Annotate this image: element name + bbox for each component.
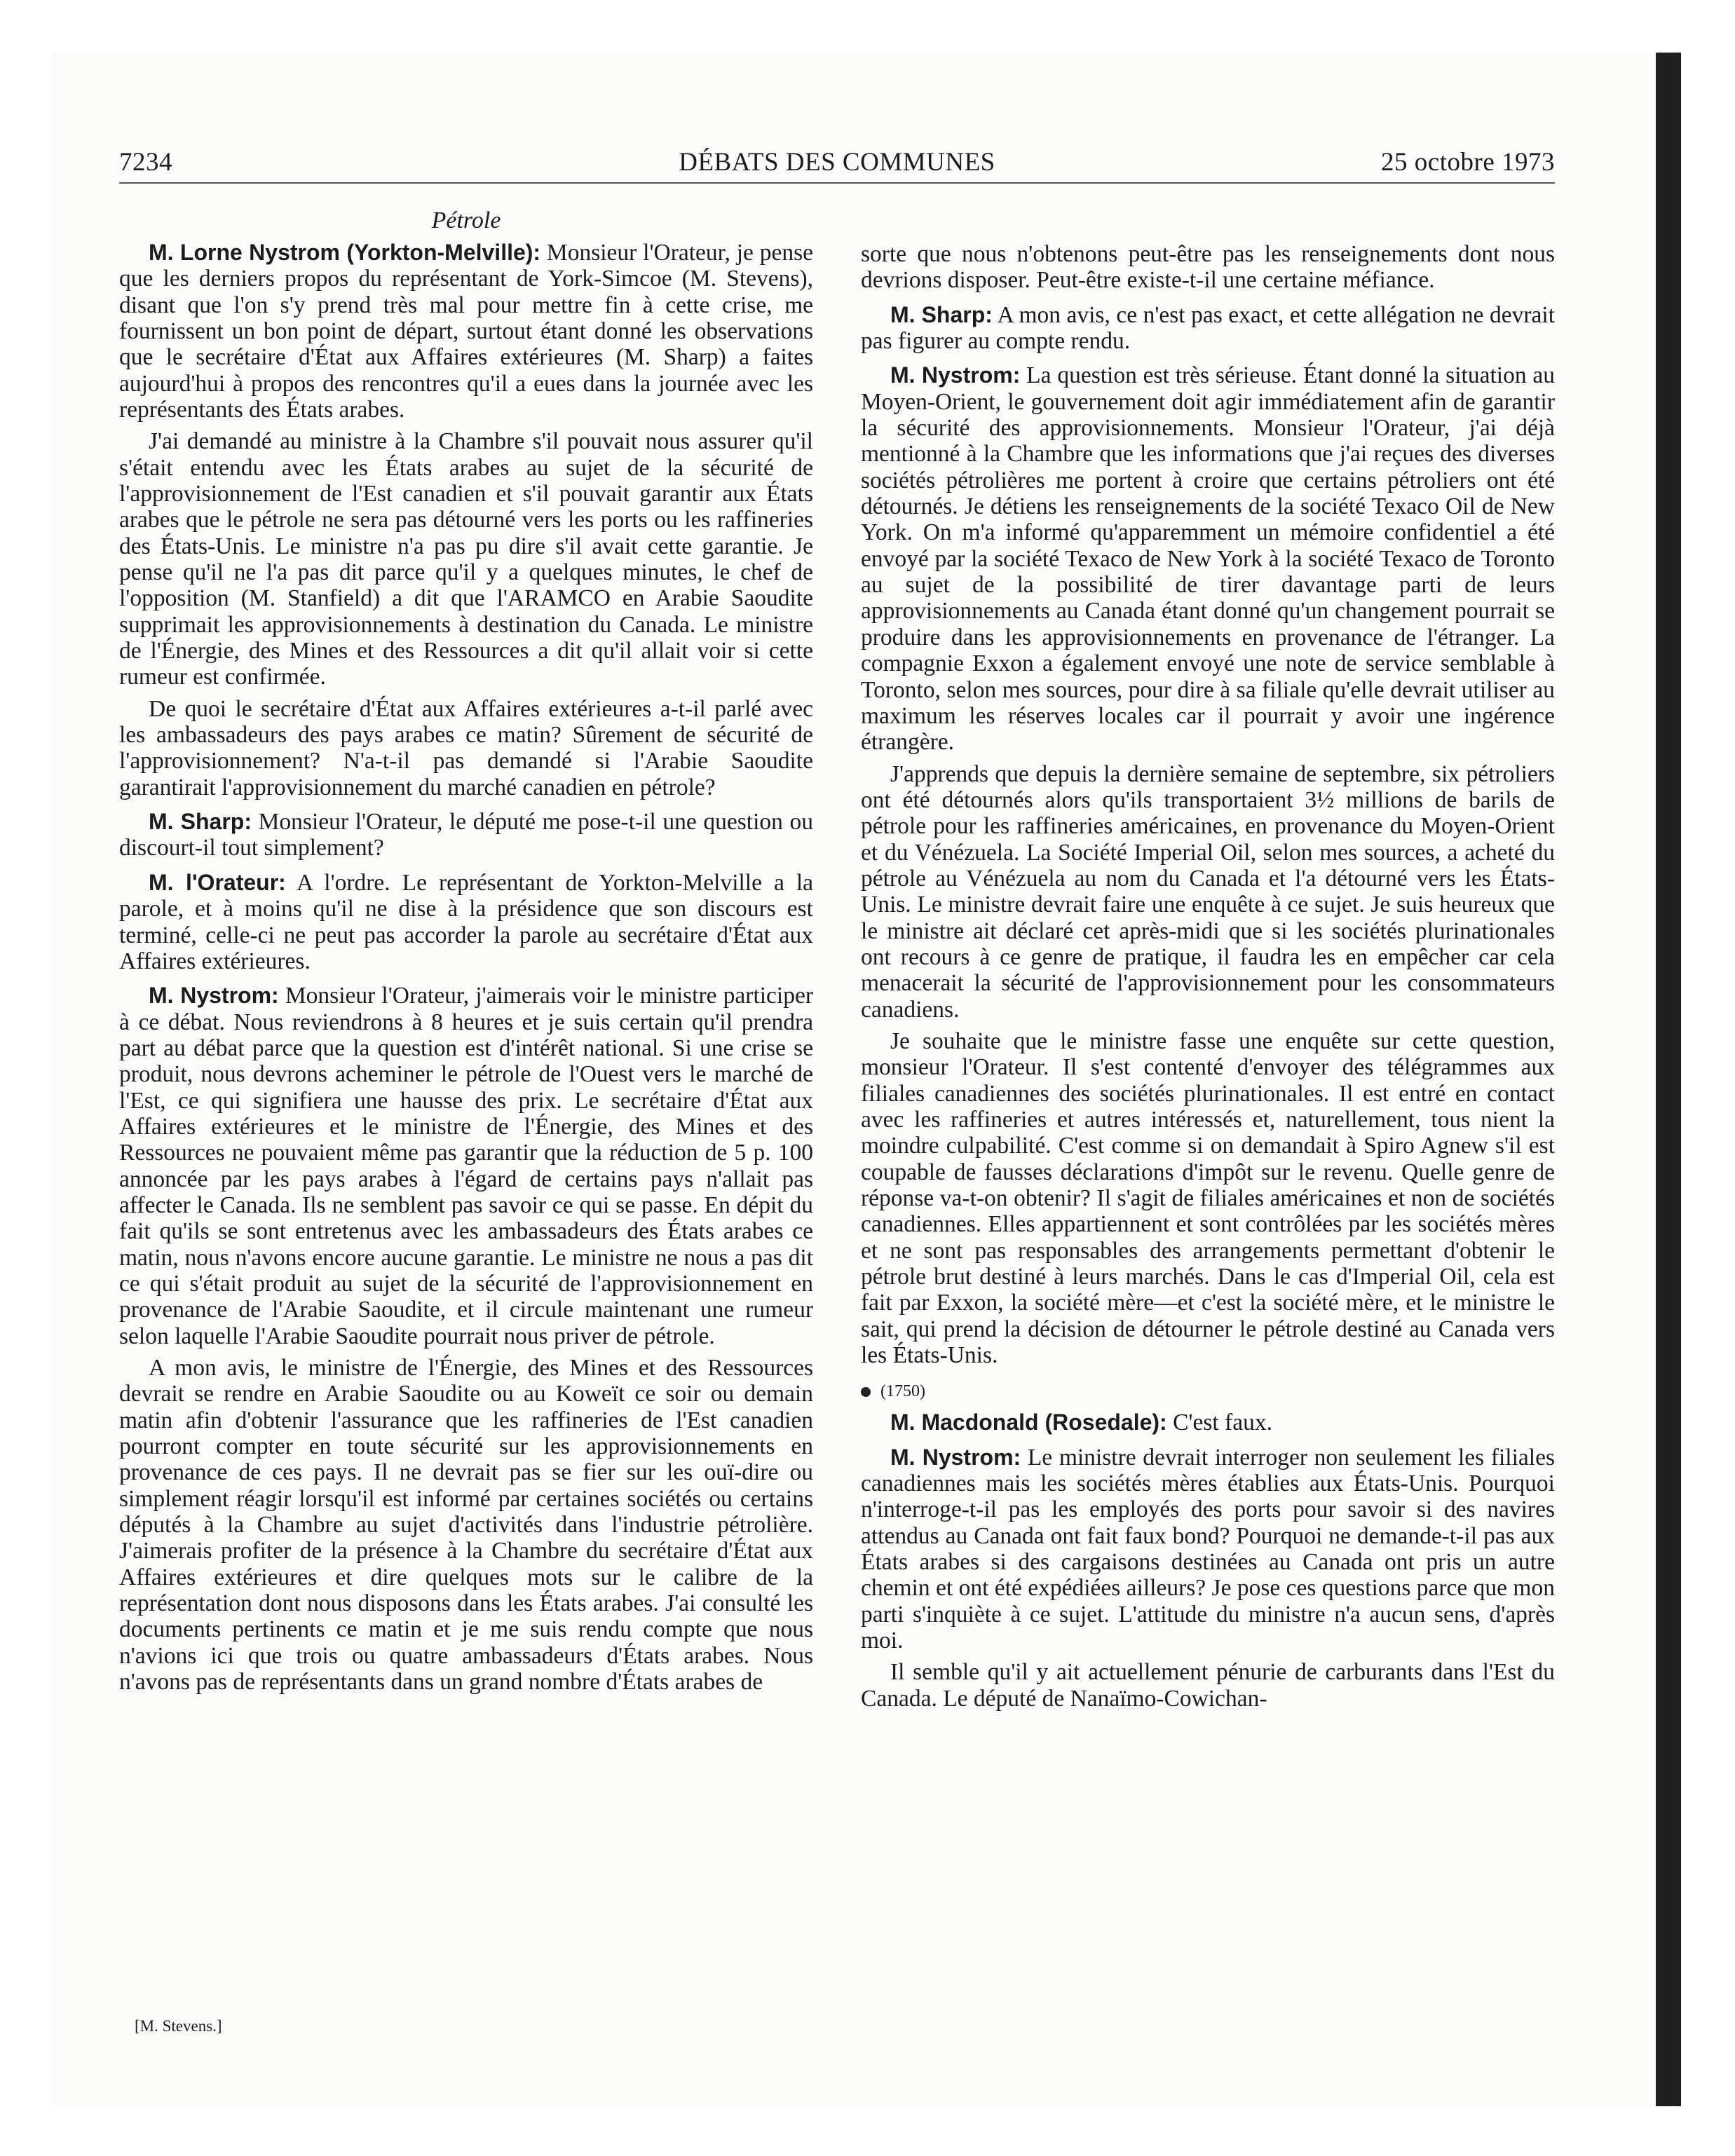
speech-text: Monsieur l'Orateur, je pense que les derniers propos du représentant de York-Simcoe (M. Stevens), disant que l'on s'y prend très mal pour mettre fin à cette crise, me fournissent un bon point de départ, surtout étant donné les observations que le secrétaire d'État aux Affaires extérieures (M. Sharp) a faites aujourd'hui à propos des rencontres qu'il a eues dans la journée avec les représentants des États arabes. [119, 239, 813, 423]
paragraph [861, 362, 1555, 755]
left-column [119, 207, 813, 1695]
paragraph: Il semble qu'il y ait actuellement pénurie de carburants dans l'Est du Canada. Le député de Nanaïmo-Cowichan- [861, 1659, 1555, 1712]
speaker-name: M. Lorne Nystrom (Yorkton-Melville): [149, 239, 541, 265]
page-number: 7234 [119, 148, 172, 177]
speaker-name: M. Sharp: [890, 301, 993, 327]
speaker-name: M. Sharp: [149, 809, 252, 835]
speech-text: Monsieur l'Orateur, le député me pose-t-il une question ou discourt-il tout simplement? [119, 809, 813, 861]
running-header [119, 140, 1555, 184]
speech-text: La question est très sérieuse. Étant donné la situation au Moyen-Orient, le gouvernement doit agir immédiatement afin de garantir la sécurité des approvisionnements. Monsieur l'Orateur, j'ai déjà mentionné à la Chambre que les informations que j'ai reçues des diverses sociétés pétrolières me portent à croire que certains pétroliers ont été détournés. Je détiens les renseignements de la société Texaco Oil de New York. On m'a informé qu'apparemment un mémoire confidentiel a été envoyé par la société Texaco de New York à la société Texaco de Toronto au sujet de la possibilité de tirer davantage parti de leurs approvisionnements au Canada étant donné qu'un changement pourrait se produire dans les approvisionnements en provenance de l'étranger. La compagnie Exxon a également envoyé une note de service semblable à Toronto, selon mes sources, pour dire à sa filiale qu'elle devrait utiliser au maximum les réserves locales car il pourrait y avoir une ingérence étrangère. [861, 362, 1556, 756]
right-column [861, 241, 1555, 1712]
speech-text: C'est faux. [1166, 1410, 1272, 1436]
time-marker [861, 1382, 1555, 1401]
hansard-page [119, 140, 1555, 2089]
speech-text: Monsieur l'Orateur, j'aimerais voir le ministre participer à ce débat. Nous reviendrons à 8 heures et je suis certain qu'il prendra part au débat parce que la question est d'intérêt national. Si une crise se produit, nous devrons acheminer le pétrole de l'Ouest vers le marché de l'Est, ce qui signifiera une hausse des prix. Le secrétaire d'État aux Affaires extérieures et le ministre de l'Énergie, des Mines et des Ressources ne pouvaient même pas garantir que la réduction de 5 p. 100 annoncée par les pays arabes à l'égard de certains pays n'allait pas affecter le Canada. Ils ne semblent pas savoir ce qui se passe. En dépit du fait qu'ils se sont entretenus avec les ambassadeurs des États arabes ce matin, nous n'avons encore aucune garantie. Le ministre ne nous a pas dit ce qui s'était produit au sujet de la sécurité de l'approvisionnement en provenance de l'Arabie Saoudite, et il circule maintenant une rumeur selon laquelle l'Arabie Saoudite pourrait nous priver de pétrole. [119, 983, 814, 1349]
speaker-name: M. Nystrom: [149, 983, 279, 1009]
bullet-icon [861, 1387, 871, 1397]
paragraph [119, 240, 813, 423]
speaker-name: M. l'Orateur: [149, 869, 286, 895]
paragraph [119, 983, 813, 1349]
journal-title: DÉBATS DES COMMUNES [679, 148, 995, 177]
speech-text: Le ministre devrait interroger non seulement les filiales canadiennes mais les sociétés mères établies aux États-Unis. Pourquoi n'interroge-t-il pas les employés des ports pour savoir si des navires attendus au Canada ont fait faux bond? Pourquoi ne demande-t-il pas aux États arabes si des cargaisons destinées au Canada ont pris un autre chemin et ont été expédiées ailleurs? Je pose ces questions parce que mon parti s'inquiète à ce sujet. L'attitude du ministre n'a aucun sens, d'après moi. [861, 1444, 1556, 1653]
paragraph: Je souhaite que le ministre fasse une enquête sur cette question, monsieur l'Orateur. Il s'est contenté d'envoyer des télégrammes aux filiales canadiennes des sociétés plurinationales. Il est entré en contact avec les raffineries et autres intéressés et, naturellement, tous nient la moindre culpabilité. C'est comme si on demandait à Spiro Agnew s'il est coupable de fausses déclarations d'impôt sur le revenu. Quelle genre de réponse va-t-on obtenir? Il s'agit de filiales américaines et non de sociétés canadiennes. Elles appartiennent et sont contrôlées par les sociétés mères et ne sont pas responsables des arrangements permettant d'obtenir le pétrole brut destiné à leurs marchés. Dans le cas d'Imperial Oil, cela est fait par Exxon, la société mère—et c'est la société mère, et le ministre le sait, qui prend la décision de détourner le pétrole destiné au Canada vers les États-Unis. [861, 1028, 1555, 1369]
paragraph: A mon avis, le ministre de l'Énergie, des Mines et des Ressources devrait se rendre en Arabie Saoudite ou au Koweït ce soir ou demain matin afin d'obtenir l'assurance que les raffineries de l'Est canadien pourront compter en toute sécurité sur les approvisionnements en provenance de ces pays. Il ne devrait pas se fier sur les ouï-dire ou simplement réagir lorsqu'il est informé par certaines sociétés ou certains députés à la Chambre au sujet d'activités dans l'industrie pétrolière. J'aimerais profiter de la présence à la Chambre du secrétaire d'État aux Affaires extérieures et dire quelques mots sur le calibre de la représentation dont nous disposons dans les États arabes. J'ai consulté les documents pertinents ce matin et je me suis rendu compte que nous n'avions ici que trois ou quatre ambassadeurs d'États arabes. Nous n'avons pas de représentants dans un grand nombre d'États arabes de [119, 1355, 813, 1696]
scan-edge-bar [1656, 53, 1681, 2106]
speech-text: A mon avis, ce n'est pas exact, et cette allégation ne devrait pas figurer au compte rendu. [861, 301, 1556, 355]
speaker-name: M. Nystrom: [890, 1444, 1021, 1470]
footer-note: [M. Stevens.] [135, 2017, 222, 2035]
paragraph [119, 809, 813, 861]
section-title: Pétrole [431, 207, 501, 233]
paragraph: J'ai demandé au ministre à la Chambre s'il pouvait nous assurer qu'il s'était entendu avec les États arabes au sujet de la sécurité de l'approvisionnement de l'Est canadien et s'il pouvait garantir aux États arabes que le pétrole ne sera pas détourné vers les ports ou les raffineries des États-Unis. Le ministre n'a pas pu dire s'il avait cette garantie. Je pense qu'il ne l'a pas dit parce qu'il y a quelques minutes, le chef de l'opposition (M. Stanfield) a dit que l'ARAMCO en Arabie Saoudite supprimait les approvisionnements à destination du Canada. Le ministre de l'Énergie, des Mines et des Ressources a dit qu'il allait voir si cette rumeur est confirmée. [119, 428, 813, 690]
issue-date: 25 octobre 1973 [1381, 148, 1555, 177]
speech-text: A l'ordre. Le représentant de Yorkton-Melville a la parole, et à moins qu'il ne dise à la présidence que son discours est terminé, celle-ci ne peut pas accorder la parole au secrétaire d'État aux Affaires extérieures. [119, 869, 813, 974]
paragraph-continued: sorte que nous n'obtenons peut-être pas les renseignements dont nous devrions disposer. Peut-être existe-t-il une certaine méfiance. [861, 241, 1555, 294]
paragraph [861, 302, 1555, 355]
speaker-name: M. Macdonald (Rosedale): [890, 1410, 1167, 1435]
speaker-name: M. Nystrom: [890, 362, 1021, 388]
paragraph [861, 1445, 1555, 1654]
paragraph [861, 1410, 1555, 1435]
time-stamp: (1750) [880, 1382, 925, 1401]
paragraph [119, 870, 813, 974]
paragraph: J'apprends que depuis la dernière semaine de septembre, six pétroliers ont été détournés alors qu'ils transportaient 3½ millions de barils de pétrole pour les raffineries américaines, en provenance du Moyen-Orient et du Vénézuela. La Société Imperial Oil, selon mes sources, a acheté du pétrole au Vénézuela au nom du Canada et l'a détourné vers les États-Unis. Le ministre devrait faire une enquête à ce sujet. Je suis heureux que le ministre ait déclaré cet après-midi que si les sociétés plurinationales ont recours à ce genre de pratique, il faudra les en empêcher car cela menacerait la sécurité de l'approvisionnement pour les consommateurs canadiens. [861, 760, 1555, 1023]
paragraph: De quoi le secrétaire d'État aux Affaires extérieures a-t-il parlé avec les ambassadeurs des pays arabes ce matin? Sûrement de sécurité de l'approvisionnement? N'a-t-il pas demandé si l'Arabie Saoudite garantirait l'approvisionnement du marché canadien en pétrole? [119, 695, 813, 800]
